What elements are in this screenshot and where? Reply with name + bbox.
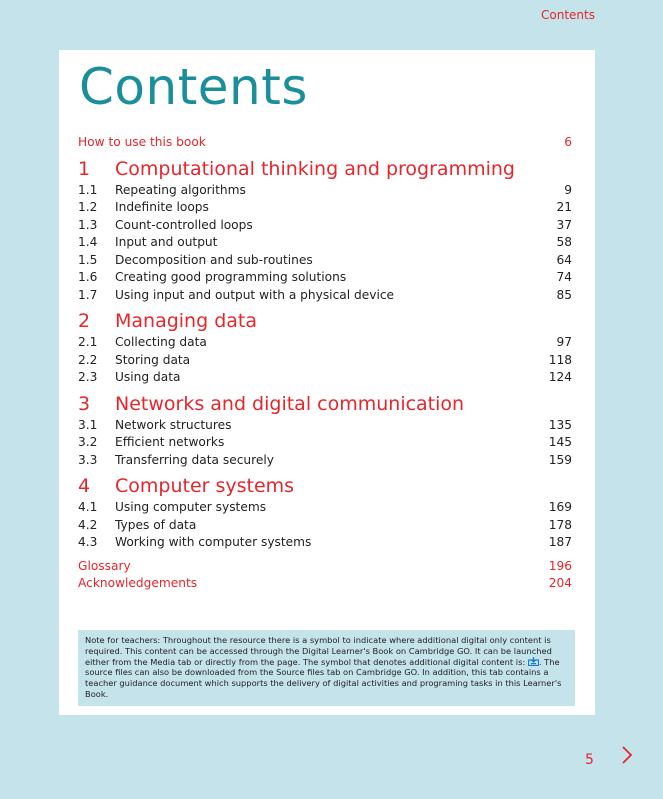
contents-page xyxy=(59,50,595,715)
section-page: 135 xyxy=(548,417,572,432)
chapter-title: Computational thinking and programming xyxy=(115,157,515,180)
toc-section-row[interactable] xyxy=(78,369,572,387)
section-title: Storing data xyxy=(115,352,191,367)
toc-section-row[interactable] xyxy=(78,452,572,470)
toc-section-row[interactable] xyxy=(78,182,572,200)
toc-entry-page: 204 xyxy=(548,576,572,590)
section-page: 58 xyxy=(556,235,572,249)
toc-section-row[interactable] xyxy=(78,534,572,552)
note-text-part-2: . The source files can also be downloaded from the Source files tab on Cambridge GO. In addition, this tab contains a teacher guidance document which supports the delivery of digital activities and programing tasks in this Learner's Book. xyxy=(85,656,562,699)
toc-section-row[interactable] xyxy=(78,269,572,287)
section-number: 3.3 xyxy=(78,452,98,467)
section-title: Decomposition and sub-routines xyxy=(115,252,313,267)
section-title: Collecting data xyxy=(115,335,207,349)
chapter-title: Managing data xyxy=(115,310,257,332)
section-title: Indefinite loops xyxy=(115,200,209,214)
section-title: Efficient networks xyxy=(115,435,225,449)
toc-entry-label: How to use this book xyxy=(78,135,206,149)
section-number: 3.2 xyxy=(78,435,98,449)
toc-entry-acknowledgements[interactable] xyxy=(78,575,572,593)
toc-section-row[interactable] xyxy=(78,434,572,452)
section-number: 4.1 xyxy=(78,500,98,514)
toc-section-row[interactable] xyxy=(78,217,572,235)
section-title: Using computer systems xyxy=(115,500,267,514)
toc-entry-glossary[interactable] xyxy=(78,558,572,576)
chapter-number: 1 xyxy=(78,157,91,180)
page-title: Contents xyxy=(79,58,308,116)
section-number: 2.2 xyxy=(78,352,98,367)
section-title: Types of data xyxy=(115,517,197,532)
section-number: 1.6 xyxy=(78,270,98,284)
toc-section-row[interactable] xyxy=(78,334,572,352)
section-title: Input and output xyxy=(115,235,218,249)
toc-section-row[interactable] xyxy=(78,252,572,270)
section-number: 2.3 xyxy=(78,370,98,384)
chapter-heading[interactable] xyxy=(78,156,572,182)
page-number: 5 xyxy=(585,752,594,768)
section-title: Using input and output with a physical device xyxy=(115,287,395,302)
section-page: 74 xyxy=(556,270,572,284)
section-number: 3.1 xyxy=(78,417,98,432)
teacher-note xyxy=(78,630,575,706)
section-page: 21 xyxy=(556,200,572,214)
section-page: 64 xyxy=(556,252,572,267)
section-page: 169 xyxy=(548,500,572,514)
toc-section-row[interactable] xyxy=(78,234,572,252)
section-page: 159 xyxy=(548,452,572,467)
section-page: 124 xyxy=(548,370,572,384)
chapter-title: Computer systems xyxy=(115,475,295,497)
section-page: 187 xyxy=(548,535,572,549)
chapter-number: 3 xyxy=(78,392,91,415)
chapter-heading[interactable] xyxy=(78,308,572,334)
section-title: Network structures xyxy=(115,417,232,432)
section-number: 1.4 xyxy=(78,235,98,249)
section-title: Working with computer systems xyxy=(115,535,312,549)
toc-section-row[interactable] xyxy=(78,199,572,217)
section-page: 145 xyxy=(548,435,572,449)
section-number: 4.2 xyxy=(78,517,98,532)
section-title: Transferring data securely xyxy=(115,452,274,467)
toc-section-row[interactable] xyxy=(78,499,572,517)
section-title: Repeating algorithms xyxy=(115,182,246,197)
table-of-contents xyxy=(78,134,572,593)
toc-entry-how-to-use[interactable] xyxy=(78,134,572,152)
chapter-number: 2 xyxy=(78,310,91,332)
toc-section-row[interactable] xyxy=(78,417,572,435)
download-icon xyxy=(528,657,539,666)
section-number: 2.1 xyxy=(78,335,98,349)
section-page: 9 xyxy=(564,182,572,197)
section-page: 118 xyxy=(548,352,572,367)
chapter-heading[interactable] xyxy=(78,391,572,417)
toc-entry-page: 196 xyxy=(548,558,572,573)
chapter-number: 4 xyxy=(78,475,91,497)
section-page: 178 xyxy=(548,517,572,532)
section-number: 1.5 xyxy=(78,252,98,267)
note-text-part-1: Note for teachers: Throughout the resource there is a symbol to indicate where additional digital only content is required. This content can be accessed through the Digital Learner's Book on Cambridge GO. It can be launched either from the Media tab or directly from the page. The symbol that denotes additional digital content is: xyxy=(85,635,552,667)
section-page: 37 xyxy=(556,217,572,232)
section-title: Using data xyxy=(115,370,181,384)
section-page: 85 xyxy=(556,287,572,302)
section-number: 4.3 xyxy=(78,535,98,549)
toc-section-row[interactable] xyxy=(78,287,572,305)
chapter-title: Networks and digital communication xyxy=(115,392,465,415)
section-title: Creating good programming solutions xyxy=(115,270,347,284)
section-number: 1.7 xyxy=(78,287,98,302)
toc-entry-page: 6 xyxy=(564,135,572,149)
running-head: Contents xyxy=(541,8,595,22)
section-page: 97 xyxy=(556,335,572,349)
chevron-right-icon[interactable] xyxy=(615,742,639,768)
toc-section-row[interactable] xyxy=(78,352,572,370)
section-title: Count-controlled loops xyxy=(115,217,253,232)
section-number: 1.2 xyxy=(78,200,98,214)
section-number: 1.1 xyxy=(78,182,98,197)
toc-entry-label: Acknowledgements xyxy=(78,576,198,590)
toc-section-row[interactable] xyxy=(78,517,572,535)
toc-entry-label: Glossary xyxy=(78,558,131,573)
chapter-heading[interactable] xyxy=(78,473,572,499)
section-number: 1.3 xyxy=(78,217,98,232)
